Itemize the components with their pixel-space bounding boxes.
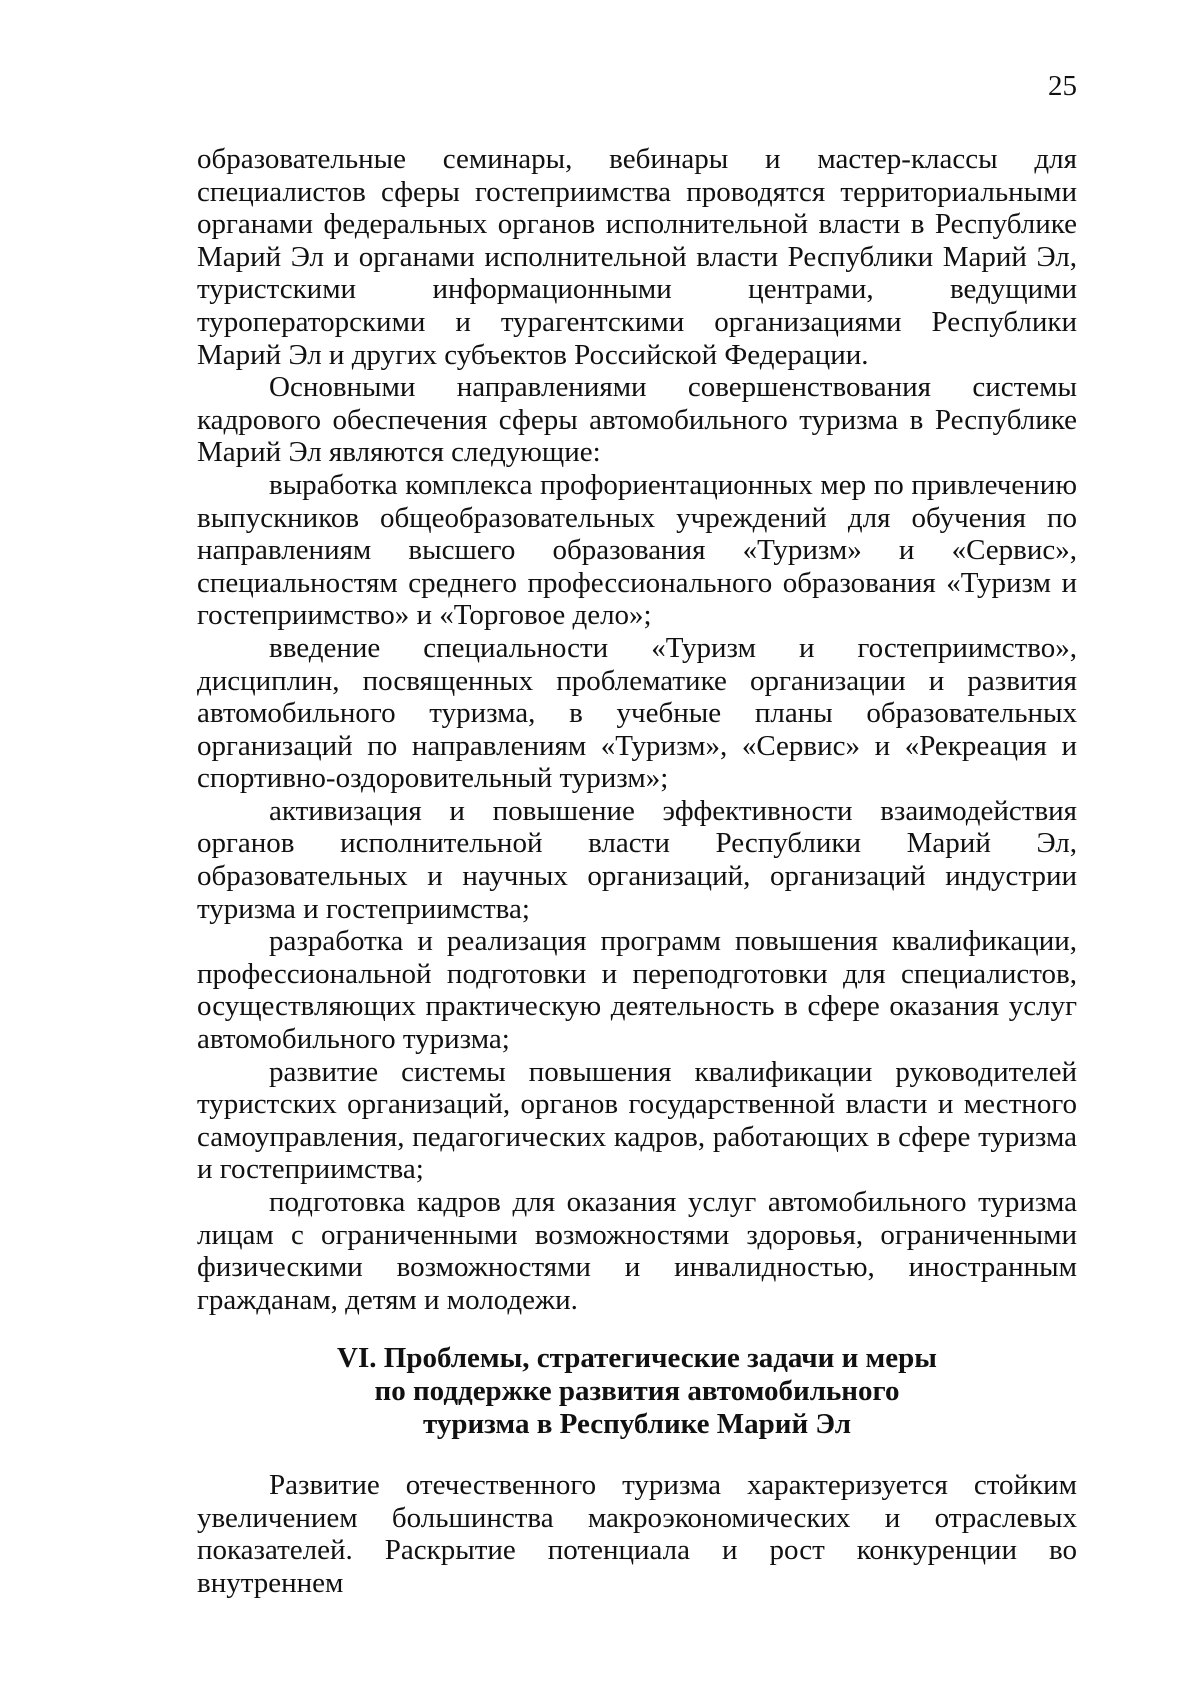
list-item-accessibility-training: подготовка кадров для оказания услуг автомобильного туризма лицам с ограниченными возможностями здоровья, ограниченными физическими возможностями и инвалидностью, иностранным гражданам, детям и молодежи. [197,1186,1077,1316]
paragraph-continuation: образовательные семинары, вебинары и мастер-классы для специалистов сферы гостеприимства проводятся территориальными органами федеральных органов исполнительной власти в Республике Марий Эл и органами исполнительной власти Республики Марий Эл, туристскими информационными центрами, ведущими туроператорскими и турагентскими организациями Республики Марий Эл и других субъектов Российской Федерации. [197,143,1077,371]
section-heading-line-3: туризма в Республике Марий Эл [422,1408,851,1440]
list-item-training-programs: разработка и реализация программ повышения квалификации, профессиональной подготовки и переподготовки для специалистов, осуществляющих практическую деятельность в сфере оказания услуг автомобильного туризма; [197,925,1077,1056]
section-heading-line-2: по поддержке развития автомобильного [374,1375,900,1407]
document-body [197,143,1077,1316]
section-heading [197,1342,1077,1441]
list-item-career-guidance: выработка комплекса профориентационных мер по привлечению выпускников общеобразовательных учреждений для обучения по направлениям высшего образования «Туризм» и «Сервис», специальностям среднего профессионального образования «Туризм и гостеприимство» и «Торговое дело»; [197,468,1077,632]
list-item-specialty-introduction: введение специальности «Туризм и гостеприимство», дисциплин, посвященных проблематике организации и развития автомобильного туризма, в учебные планы образовательных организаций по направлениям «Туризм», «Сервис» и «Рекреация и спортивно-оздоровительный туризм»; [197,631,1077,795]
paragraph-intro: Основными направлениями совершенствования системы кадрового обеспечения сферы автомобильного туризма в Республике Марий Эл являются следующие: [197,371,1077,469]
section-heading-line-1: VI. Проблемы, стратегические задачи и меры [337,1342,937,1374]
section-body [197,1469,1077,1599]
paragraph-section-intro: Развитие отечественного туризма характеризуется стойким увеличением большинства макроэкономических и отраслевых показателей. Раскрытие потенциала и рост конкуренции во внутреннем [197,1469,1077,1599]
page-number: 25 [1048,70,1077,102]
list-item-qualification-system: развитие системы повышения квалификации руководителей туристских организаций, органов государственной власти и местного самоуправления, педагогических кадров, работающих в сфере туризма и гостеприимства; [197,1055,1077,1186]
list-item-interaction: активизация и повышение эффективности взаимодействия органов исполнительной власти Республики Марий Эл, образовательных и научных организаций, организаций индустрии туризма и гостеприимства; [197,794,1077,925]
